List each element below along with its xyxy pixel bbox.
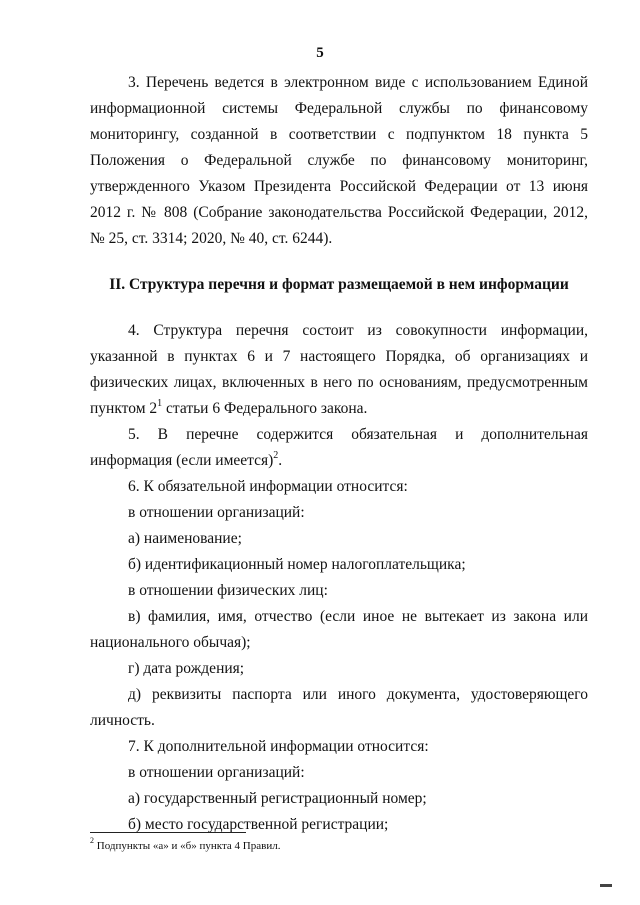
text-run: в отношении организаций: [128,504,305,521]
text-run: б) место государственной регистрации; [128,816,389,833]
paragraph [90,656,588,682]
section-heading [90,272,588,298]
paragraph [90,682,588,734]
paragraph [90,552,588,578]
paragraph [90,526,588,552]
text-run: а) государственный регистрационный номер; [128,790,427,807]
text-run: а) наименование; [128,530,242,547]
text-run: . [278,452,283,469]
paragraph [90,474,588,500]
page-number: 5 [316,45,324,61]
paragraph [90,760,588,786]
paragraph [90,578,588,604]
footnote-reference: 2 [273,449,279,461]
text-run: статьи 6 Федерального закона. [162,400,368,417]
text-run: в) фамилия, имя, отчество (если иное не вытекает из закона или национального обычая); [90,608,588,651]
footnote-text: Подпункты «а» и «б» пункта 4 Правил. [94,840,281,852]
text-run: 3. Перечень ведется в электронном виде с использованием Единой информационной системы Федеральной службы по финансовому мониторингу, созданной в соответствии с подпунктом 18 пункта 5 Положения о Федеральной службе по финансовому мониторинг, утвержденного Указом Президента Российской Федерации от 13 июня 2012 г. № 808 (Собрание законодательства Российской Федерации, 2012, № 25, ст. 3314; 2020, № 40, ст. 6244). [90,74,588,247]
paragraph [90,318,588,422]
text-run: в отношении физических лиц: [128,582,328,599]
footnote [90,836,588,853]
text-run: г) дата рождения; [128,660,245,677]
paragraph [90,500,588,526]
paragraph [90,812,588,838]
document-body [90,70,588,838]
footnote-reference: 1 [157,397,163,409]
text-run: 7. К дополнительной информации относится: [128,738,429,755]
paragraph [90,786,588,812]
paragraph [90,734,588,760]
footnote-divider [90,832,246,833]
text-run: 5. В перечне содержится обязательная и дополнительная информация (если имеется) [90,426,588,469]
text-run: д) реквизиты паспорта или иного документа, удостоверяющего личность. [90,686,588,729]
footnote-marker: 2 [90,836,94,846]
text-run: 6. К обязательной информации относится: [128,478,408,495]
text-run: в отношении организаций: [128,764,305,781]
text-run: II. Структура перечня и формат размещаемой в нем информации [109,276,569,293]
paragraph [90,604,588,656]
paragraph [90,70,588,252]
text-run: 4. Структура перечня состоит из совокупности информации, указанной в пунктах 6 и 7 настоящего Порядка, об организациях и физических лицах, включенных в него по основаниям, предусмотренным пунктом 2 [90,322,588,417]
paragraph [90,422,588,474]
scan-mark [600,884,612,887]
text-run: б) идентификационный номер налогоплательщика; [128,556,466,573]
